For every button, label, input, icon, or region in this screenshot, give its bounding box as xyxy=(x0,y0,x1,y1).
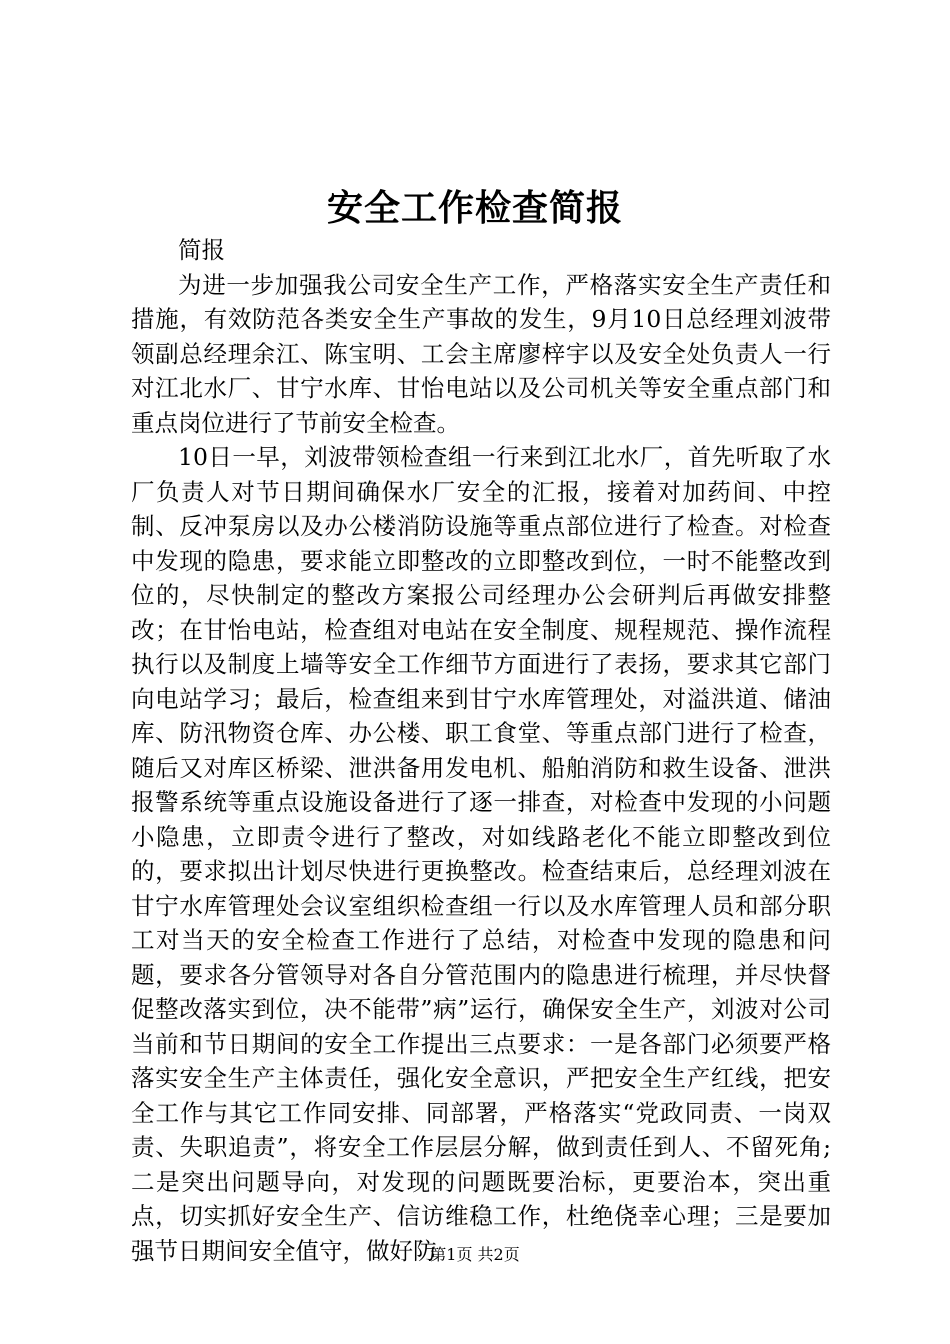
paragraph-label: 简报 xyxy=(178,236,225,264)
document-body xyxy=(131,233,831,1268)
page-footer: 第1页 共2页 xyxy=(430,1245,520,1264)
document-title: 安全工作检查简报 xyxy=(326,187,623,229)
paragraph-intro: 为进一步加强我公司安全生产工作，严格落实安全生产责任和措施，有效防范各类安全生产事故的发生，9月10日总经理刘波带领副总经理余江、陈宝明、工会主席廖梓宇以及安全处负责人一行对江北水厂、甘宁水库、甘怡电站以及公司机关等安全重点部门和重点岗位进行了节前安全检查。 xyxy=(131,270,831,437)
paragraph-details: 10日一早，刘波带领检查组一行来到江北水厂，首先听取了水厂负责人对节日期间确保水厂安全的汇报，接着对加药间、中控制、反冲泵房以及办公楼消防设施等重点部位进行了检查。对检查中发现的隐患，要求能立即整改的立即整改到位，一时不能整改到位的，尽快制定的整改方案报公司经理办公会研判后再做安排整改；在甘怡电站，检查组对电站在安全制度、规程规范、操作流程执行以及制度上墙等安全工作细节方面进行了表扬，要求其它部门向电站学习；最后，检查组来到甘宁水库管理处，对溢洪道、储油库、防汛物资仓库、办公楼、职工食堂、等重点部门进行了检查，随后又对库区桥梁、泄洪备用发电机、船舶消防和救生设备、泄洪报警系统等重点设施设备进行了逐一排查，对检查中发现的小问题小隐患，立即责令进行了整改，对如线路老化不能立即整改到位的，要求拟出计划尽快进行更换整改。检查结束后，总经理刘波在甘宁水库管理处会议室组织检查组一行以及水库管理人员和部分职工对当天的安全检查工作进行了总结，对检查中发现的隐患和问题，要求各分管领导对各自分管范围内的隐患进行梳理，并尽快督促整改落实到位，决不能带”病”运行，确保安全生产，刘波对公司当前和节日期间的安全工作提出三点要求：一是各部门必须要严格落实安全生产主体责任，强化安全意识，严把安全生产红线，把安全工作与其它工作同安排、同部署，严格落实“党政同责、一岗双责、失职追责”，将安全工作层层分解，做到责任到人、不留死角;二是突出问题导向，对发现的问题既要治标，更要治本，突出重点，切实抓好安全生产、信访维稳工作，杜绝侥幸心理；三是要加强节日期间安全值守，做好防 xyxy=(131,443,831,1265)
